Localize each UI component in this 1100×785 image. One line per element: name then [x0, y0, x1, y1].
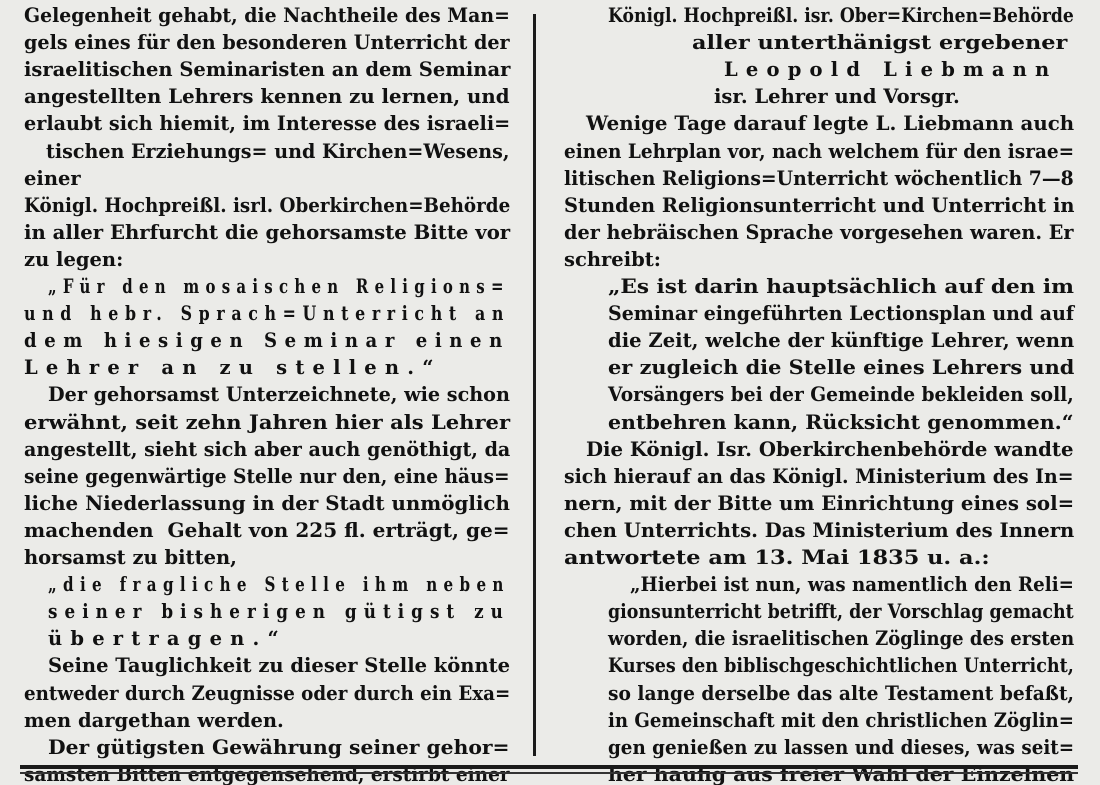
- text-line: Königl. Hochpreißl. isrl. Oberkirchen=Behörde: [24, 193, 511, 217]
- text-line: chen Unterrichts. Das Ministerium des Innern: [564, 518, 1075, 542]
- text-line: entbehren kann, Rücksicht genommen.“: [608, 410, 1074, 434]
- text-line: zu legen:: [24, 247, 124, 271]
- text-line: dem hiesigen Seminar einen: [24, 329, 510, 353]
- text-line: schreibt:: [564, 247, 661, 271]
- text-line: Die Königl. Isr. Oberkirchenbehörde wandte: [586, 437, 1074, 461]
- text-line: der hebräischen Sprache vorgesehen waren. Er: [564, 220, 1074, 244]
- text-line: worden, die israelitischen Zöglinge des ersten: [608, 627, 1075, 651]
- column-divider: [533, 14, 536, 756]
- text-line: israelitischen Seminaristen an dem Seminar: [24, 58, 511, 82]
- text-line: sich hierauf an das Königl. Ministerium des In=: [564, 464, 1074, 488]
- text-line: Wenige Tage darauf legte L. Liebmann auch: [586, 112, 1075, 136]
- text-line: Gelegenheit gehabt, die Nachtheile des Man=: [24, 4, 510, 27]
- text-line: entweder durch Zeugnisse oder durch ein Exa=: [24, 681, 511, 705]
- text-line: seine gegenwärtige Stelle nur den, eine häus=: [24, 464, 510, 488]
- text-line: „Für den mosaischen Religions=: [48, 275, 510, 298]
- text-line: Lehrer an zu stellen.“: [24, 356, 442, 380]
- text-line: men dargethan werden.: [24, 708, 284, 732]
- text-line: liche Niederlassung in der Stadt unmöglich: [24, 491, 510, 515]
- text-line: in Gemeinschaft mit den christlichen Zöglin=: [608, 708, 1074, 732]
- bottom-rule-thin: [20, 772, 1078, 774]
- text-line: „Es ist darin hauptsächlich auf den im: [608, 275, 1074, 298]
- text-line: Stunden Religionsunterricht und Unterricht in: [564, 193, 1075, 217]
- text-line: gels eines für den besonderen Unterricht der: [24, 31, 510, 55]
- text-line: Der gütigsten Gewährung seiner gehor=: [48, 735, 510, 759]
- text-line: machenden Gehalt von 225 fl. erträgt, ge=: [24, 518, 510, 542]
- text-line: seiner bisherigen gütigst zu: [48, 600, 510, 624]
- text-line: nern, mit der Bitte um Einrichtung eines sol=: [564, 491, 1075, 515]
- text-line: Der gehorsamst Unterzeichnete, wie schon: [48, 383, 510, 407]
- text-line: isr. Lehrer und Vorsgr.: [714, 85, 960, 109]
- bottom-rule: [20, 765, 1078, 769]
- text-line: er zugleich die Stelle eines Lehrers und: [608, 356, 1075, 380]
- text-line: erwähnt, seit zehn Jahren hier als Lehrer: [24, 410, 511, 434]
- text-line: und hebr. Sprach=Unterricht an: [24, 302, 511, 326]
- text-line: antwortete am 13. Mai 1835 u. a.:: [564, 546, 990, 569]
- text-line: so lange derselbe das alte Testament befaßt,: [608, 681, 1075, 705]
- text-line: einen Lehrplan vor, nach welchem für den israe=: [564, 139, 1075, 163]
- text-line: angestellt, sieht sich aber auch genöthigt, da: [24, 437, 511, 461]
- text-line: tischen Erziehungs= und Kirchen=Wesens,: [46, 139, 510, 163]
- text-line: die Zeit, welche der künftige Lehrer, wenn: [608, 329, 1075, 353]
- text-line: erlaubt sich hiemit, im Interesse des israeli=: [24, 112, 511, 136]
- text-line: in aller Ehrfurcht die gehorsamste Bitte vor: [24, 220, 511, 244]
- text-line: Seminar eingeführten Lectionsplan und auf: [608, 302, 1075, 326]
- text-line: aller unterthänigst ergebener: [692, 31, 1068, 55]
- text-line: litischen Religions=Unterricht wöchentlich 7—8: [564, 166, 1074, 190]
- text-line: übertragen.“: [48, 627, 287, 651]
- text-line: einer: [24, 166, 81, 190]
- text-line: gionsunterricht betrifft, der Vorschlag gemacht: [608, 600, 1074, 624]
- text-line: angestellten Lehrers kennen zu lernen, und: [24, 85, 510, 109]
- text-line: „Hierbei ist nun, was namentlich den Reli=: [630, 573, 1074, 597]
- text-line: gen genießen zu lassen und dieses, was seit=: [608, 735, 1075, 759]
- text-line: „die fragliche Stelle ihm neben: [48, 573, 510, 597]
- text-line: Vorsängers bei der Gemeinde bekleiden soll,: [608, 383, 1074, 407]
- text-line: Königl. Hochpreißl. isr. Ober=Kirchen=Behörde: [608, 4, 1074, 27]
- text-line: horsamst zu bitten,: [24, 546, 237, 569]
- text-line: Seine Tauglichkeit zu dieser Stelle könnte: [48, 654, 511, 678]
- text-line: Leopold Liebmann: [724, 58, 1058, 82]
- text-line: Kurses den biblischgeschichtlichen Unterricht,: [608, 654, 1074, 678]
